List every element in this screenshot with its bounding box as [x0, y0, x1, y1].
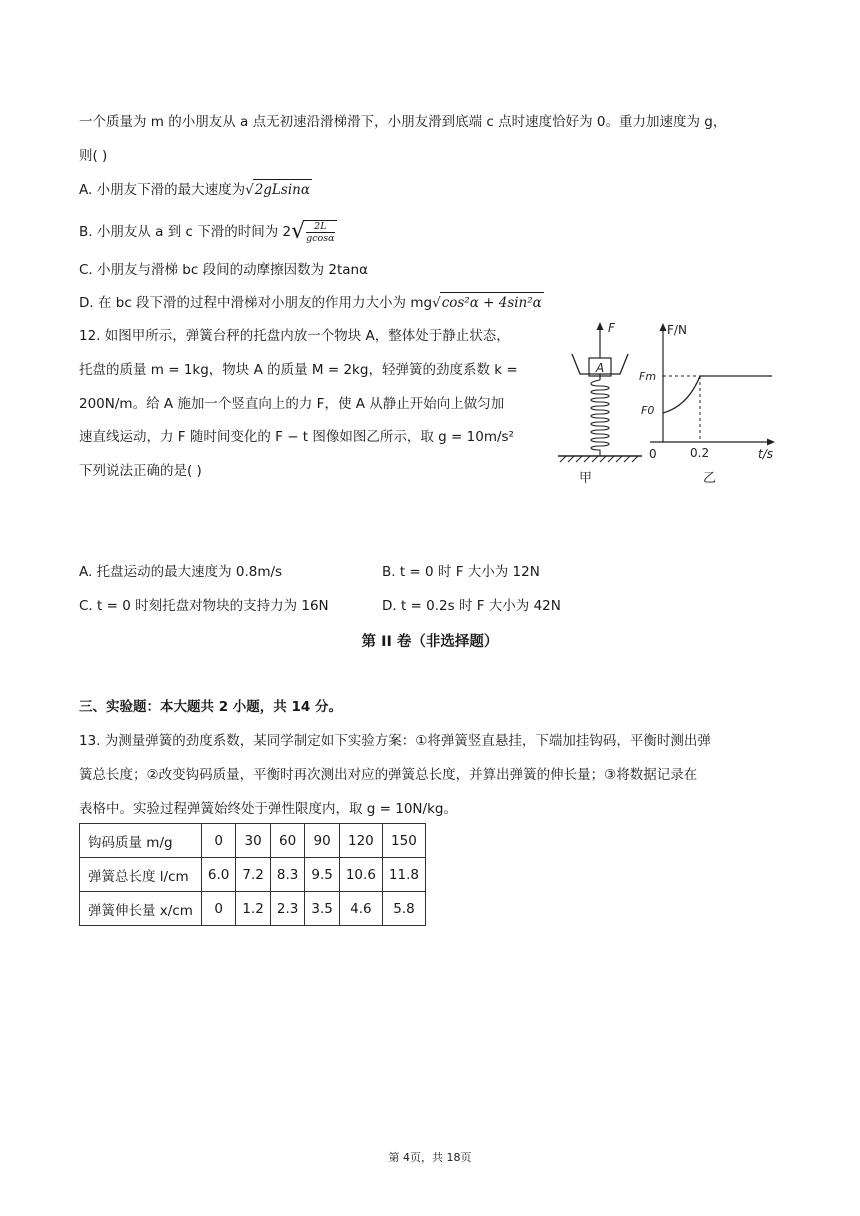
- fm-label: Fm: [639, 370, 657, 383]
- table-cell: 10.6: [339, 858, 382, 892]
- q13-stem-line1: 13. 为测量弹簧的劲度系数，某同学制定如下实验方案：①将弹簧竖直悬挂，下端加挂钩码，平衡时测出弹: [79, 733, 711, 749]
- table-cell: 7.2: [236, 858, 270, 892]
- fraction-numerator: 2L: [306, 221, 334, 233]
- q13-stem-line3: 表格中。实验过程弹簧始终处于弹性限度内，取 g = 10N/kg。: [79, 801, 457, 817]
- table-cell: 4.6: [339, 892, 382, 926]
- force-curve: [663, 376, 700, 413]
- table-cell: 6.0: [201, 858, 235, 892]
- table-row: [80, 858, 426, 892]
- table-cell: 2.3: [270, 892, 304, 926]
- fig2-caption: 乙: [703, 471, 717, 486]
- spring-scale-diagram: [558, 321, 642, 486]
- q11-option-a-math: 2gLsinα: [253, 179, 312, 200]
- q11-option-d-math: cos²α + 4sin²α: [440, 292, 544, 313]
- q13-stem-line2: 簧总长度；②改变钩码质量，平衡时再次测出对应的弹簧总长度，并算出弹簧的伸长量；③将数据记录在: [79, 767, 698, 783]
- table-cell: 11.8: [382, 858, 425, 892]
- q11-option-d: [79, 292, 544, 313]
- q12-stem-line4: 速直线运动，力 F 随时间变化的 F − t 图像如图乙所示，取 g = 10m/s²: [79, 429, 514, 445]
- table-cell: 1.2: [236, 892, 270, 926]
- tick-label: 0.2: [690, 446, 710, 460]
- q12-stem-line1: 12. 如图甲所示，弹簧台秤的托盘内放一个物块 A，整体处于静止状态，: [79, 328, 510, 344]
- q11-option-c: C. 小朋友与滑梯 bc 段间的动摩擦因数为 2tanα: [79, 262, 368, 278]
- q11-stem-line2: 则( ): [79, 148, 108, 164]
- x-axis-label: t/s: [758, 447, 773, 461]
- sqrt-sign: √: [245, 182, 254, 198]
- table-cell: 0: [201, 824, 235, 858]
- sqrt-sign: √: [291, 219, 306, 244]
- q12-option-d: D. t = 0.2s 时 F 大小为 42N: [382, 598, 561, 614]
- data-table: [79, 823, 426, 926]
- q11-option-a-text: A. 小朋友下滑的最大速度为: [79, 182, 246, 198]
- table-cell: 3.5: [305, 892, 339, 926]
- table-cell: 5.8: [382, 892, 425, 926]
- q12-stem-line3: 200N/m。给 A 施加一个竖直向上的力 F，使 A 从静止开始向上做匀加: [79, 396, 505, 412]
- q12-figure: [548, 318, 788, 488]
- table-row: [80, 892, 426, 926]
- q12-option-c: C. t = 0 时刻托盘对物块的支持力为 16N: [79, 598, 329, 614]
- q11-option-d-text: D. 在 bc 段下滑的过程中滑梯对小朋友的作用力大小为 mg: [79, 295, 433, 311]
- row-header: 弹簧总长度 l/cm: [80, 858, 202, 892]
- q11-option-b-text: B. 小朋友从 a 到 c 下滑的时间为 2: [79, 224, 292, 240]
- table-cell: 120: [339, 824, 382, 858]
- spring: [591, 380, 609, 456]
- table-cell: 9.5: [305, 858, 339, 892]
- f0-label: F0: [641, 404, 655, 417]
- fraction-denominator: gcosα: [306, 233, 335, 244]
- part3-heading: 三、实验题：本大题共 2 小题，共 14 分。: [79, 699, 342, 715]
- sqrt-sign: √: [432, 295, 441, 311]
- fig1-caption: 甲: [579, 471, 593, 486]
- q11-stem-line1: 一个质量为 m 的小朋友从 a 点无初速沿滑梯滑下，小朋友滑到底端 c 点时速度恰好为 0。重力加速度为 g，: [79, 114, 727, 130]
- page-footer: 第 4页，共 18页: [388, 1151, 472, 1164]
- q12-stem-line2: 托盘的质量 m = 1kg，物块 A 的质量 M = 2kg，轻弹簧的劲度系数 k =: [79, 362, 518, 378]
- block-a-label: A: [596, 361, 605, 375]
- q11-option-b-fraction: [306, 221, 334, 244]
- q12-option-a: A. 托盘运动的最大速度为 0.8m/s: [79, 564, 283, 580]
- force-label: F: [608, 321, 615, 335]
- table-cell: 60: [270, 824, 304, 858]
- origin-label: 0: [649, 447, 657, 461]
- row-header: 弹簧伸长量 x/cm: [80, 892, 202, 926]
- q11-option-b: [79, 220, 337, 244]
- table-cell: 150: [382, 824, 425, 858]
- f-t-graph: [639, 323, 775, 486]
- row-header: 钩码质量 m/g: [80, 824, 202, 858]
- q11-option-a: [79, 179, 312, 200]
- y-axis-label: F/N: [667, 323, 687, 337]
- table-row: [80, 824, 426, 858]
- q12-option-b: B. t = 0 时 F 大小为 12N: [382, 564, 540, 580]
- force-arrowhead: [597, 322, 604, 330]
- table-cell: 8.3: [270, 858, 304, 892]
- table-cell: 0: [201, 892, 235, 926]
- q12-stem-line5: 下列说法正确的是( ): [79, 463, 202, 479]
- section-title: 第 II 卷（非选择题）: [361, 634, 499, 650]
- table-cell: 90: [305, 824, 339, 858]
- table-cell: 30: [236, 824, 270, 858]
